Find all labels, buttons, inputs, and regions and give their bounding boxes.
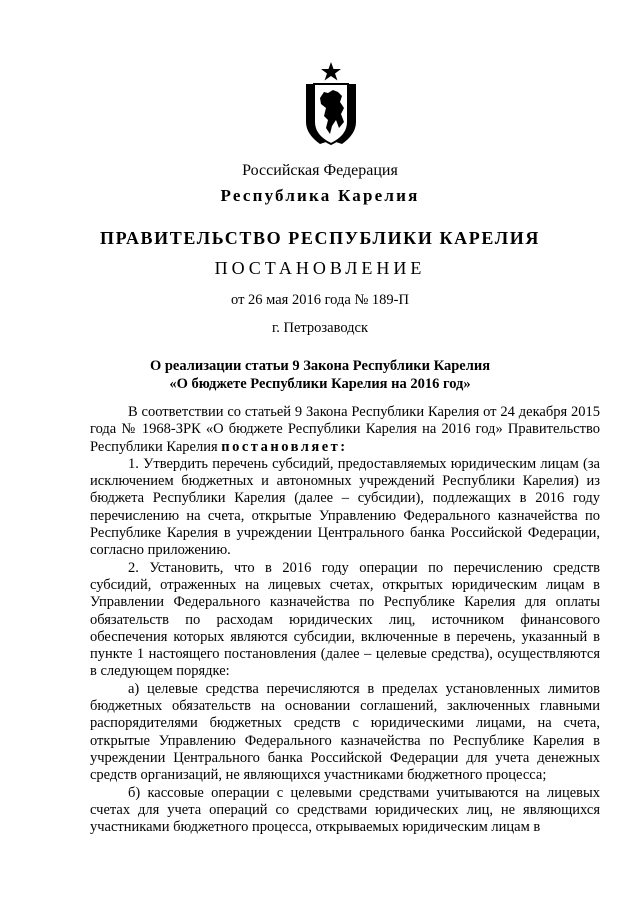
- karelia-coat-of-arms-icon: [300, 62, 362, 146]
- subparagraph-a: а) целевые средства перечисляются в пределах установленных лимитов бюджетных обязательств на основании соглашений, заключенных главными распорядителями бюджетных средств с юридическими лицами, на счета, открытые Управлению Федерального казначейства по Республике Карелия в учреждении Центрального банка Российской Федерации для учета денежных средств организаций, не являющихся участниками бюджетного процесса;: [90, 680, 600, 784]
- paragraph-2: 2. Установить, что в 2016 году операции по перечислению средств субсидий, отраженных на лицевых счетах, открытых юридическим лицам в Управлении Федерального казначейства по Республике Карелия для оплаты обязательств по расходам юридических лиц, источником финансового обеспечения которых являются субсидии, включенные в перечень, указанный в пункте 1 настоящего постановления (далее – целевые средства), осуществляются в следующем порядке:: [90, 559, 600, 680]
- intro-emphasis: постановляет:: [221, 438, 348, 455]
- intro-text: В соответствии со статьей 9 Закона Республики Карелия от 24 декабря 2015 года № 1968-ЗРК «О бюджете Республики Карелия на 2016 год» Правительство Республики Карелия: [90, 404, 600, 455]
- paragraph-1: 1. Утвердить перечень субсидий, предоставляемых юридическим лицам (за исключением бюджетных и автономных учреждений Республики Карелия) из бюджета Республики Карелия (далее – субсидии), подлежащих в 2016 году перечислению на счета, открытые Управлению Федерального казначейства по Республике Карелия в учреждении Центрального банка Российской Федерации, согласно приложению.: [90, 455, 600, 559]
- decree-title: [0, 357, 640, 393]
- decree-title-line-1: О реализации статьи 9 Закона Республики Карелия: [149, 358, 491, 374]
- decree-date-line: от 26 мая 2016 года № 189-П: [231, 292, 409, 308]
- federation-heading: Российская Федерация: [242, 162, 398, 179]
- government-heading: ПРАВИТЕЛЬСТВО РЕСПУБЛИКИ КАРЕЛИЯ: [100, 228, 540, 248]
- decree-title-line-2: «О бюджете Республики Карелия на 2016 год»: [169, 376, 471, 392]
- republic-heading: Республика Карелия: [220, 186, 420, 205]
- decree-body: [90, 404, 600, 836]
- city-line: г. Петрозаводск: [271, 320, 369, 336]
- subparagraph-b: б) кассовые операции с целевыми средствами учитываются на лицевых счетах для учета операций со средствами юридических лиц, не являющихся участниками бюджетного процесса, открываемых юридическим лицам в: [90, 784, 600, 836]
- intro-paragraph: [90, 404, 600, 456]
- decree-heading: ПОСТАНОВЛЕНИЕ: [214, 258, 426, 278]
